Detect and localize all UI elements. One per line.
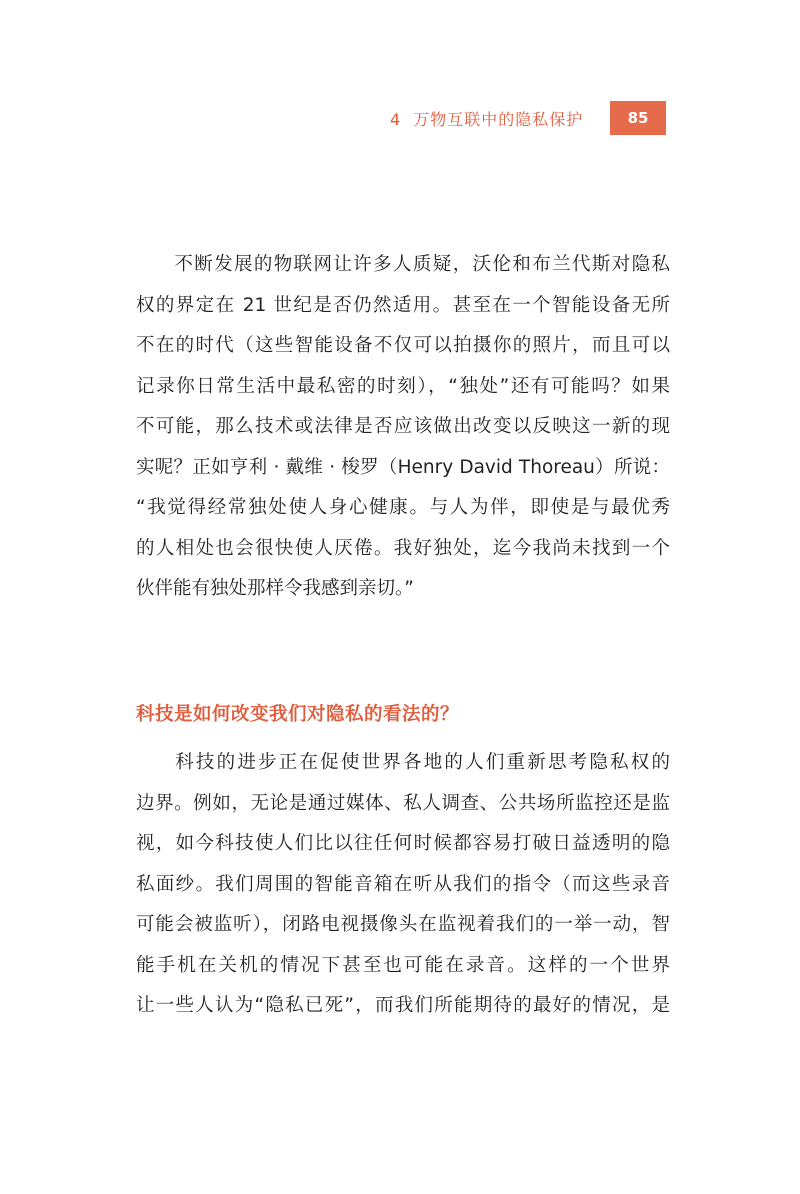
chapter-label bbox=[390, 107, 583, 130]
page-number: 85 bbox=[610, 101, 666, 135]
paragraph-line: 能手机在关机的情况下甚至也可能在录音。这样的一个世界 bbox=[136, 954, 670, 976]
paragraph-line: “我觉得经常独处使人身心健康。与人为伴，即使是与最优秀 bbox=[136, 497, 670, 518]
chapter-title: 万物互联中的隐私保护 bbox=[413, 109, 584, 129]
paragraph-2 bbox=[136, 743, 670, 1027]
paragraph-line: 科技的进步正在促使世界各地的人们重新思考隐私权的 bbox=[173, 752, 670, 773]
paragraph-1 bbox=[136, 245, 670, 610]
running-head bbox=[390, 101, 597, 135]
paragraph-line: 视，如今科技使人们比以往任何时候都容易打破日益透明的隐 bbox=[136, 833, 670, 854]
paragraph-line: 不可能，那么技术或法律是否应该做出改变以反映这一新的现 bbox=[136, 416, 670, 437]
paragraph-line: 伙伴能有独处那样令我感到亲切。” bbox=[136, 578, 414, 599]
chapter-number: 4 bbox=[390, 109, 402, 129]
paragraph-line: 边界。例如，无论是通过媒体、私人调查、公共场所监控还是监 bbox=[136, 792, 670, 814]
paragraph-line: 权的界定在 21 世纪是否仍然适用。甚至在一个智能设备无所 bbox=[136, 294, 670, 316]
paragraph-line: 不断发展的物联网让许多人质疑，沃伦和布兰代斯对隐私 bbox=[173, 254, 670, 275]
paragraph-line: 可能会被监听），闭路电视摄像头在监视着我们的一举一动，智 bbox=[136, 914, 670, 935]
paragraph-line: 私面纱。我们周围的智能音箱在听从我们的指令（而这些录音 bbox=[136, 873, 670, 895]
paragraph-line: 不在的时代（这些智能设备不仅可以拍摄你的照片，而且可以 bbox=[136, 335, 670, 356]
paragraph-line: 的人相处也会很快使人厌倦。我好独处，迄今我尚未找到一个 bbox=[136, 537, 670, 559]
paragraph-line: 实呢？正如亨利 · 戴维 · 梭罗（Henry David Thoreau）所说： bbox=[136, 456, 670, 478]
section-heading: 科技是如何改变我们对隐私的看法的？ bbox=[136, 704, 460, 725]
paragraph-line: 记录你日常生活中最私密的时刻），“独处”还有可能吗？如果 bbox=[136, 375, 670, 397]
paragraph-line: 让一些人认为“隐私已死”，而我们所能期待的最好的情况，是 bbox=[136, 995, 670, 1016]
